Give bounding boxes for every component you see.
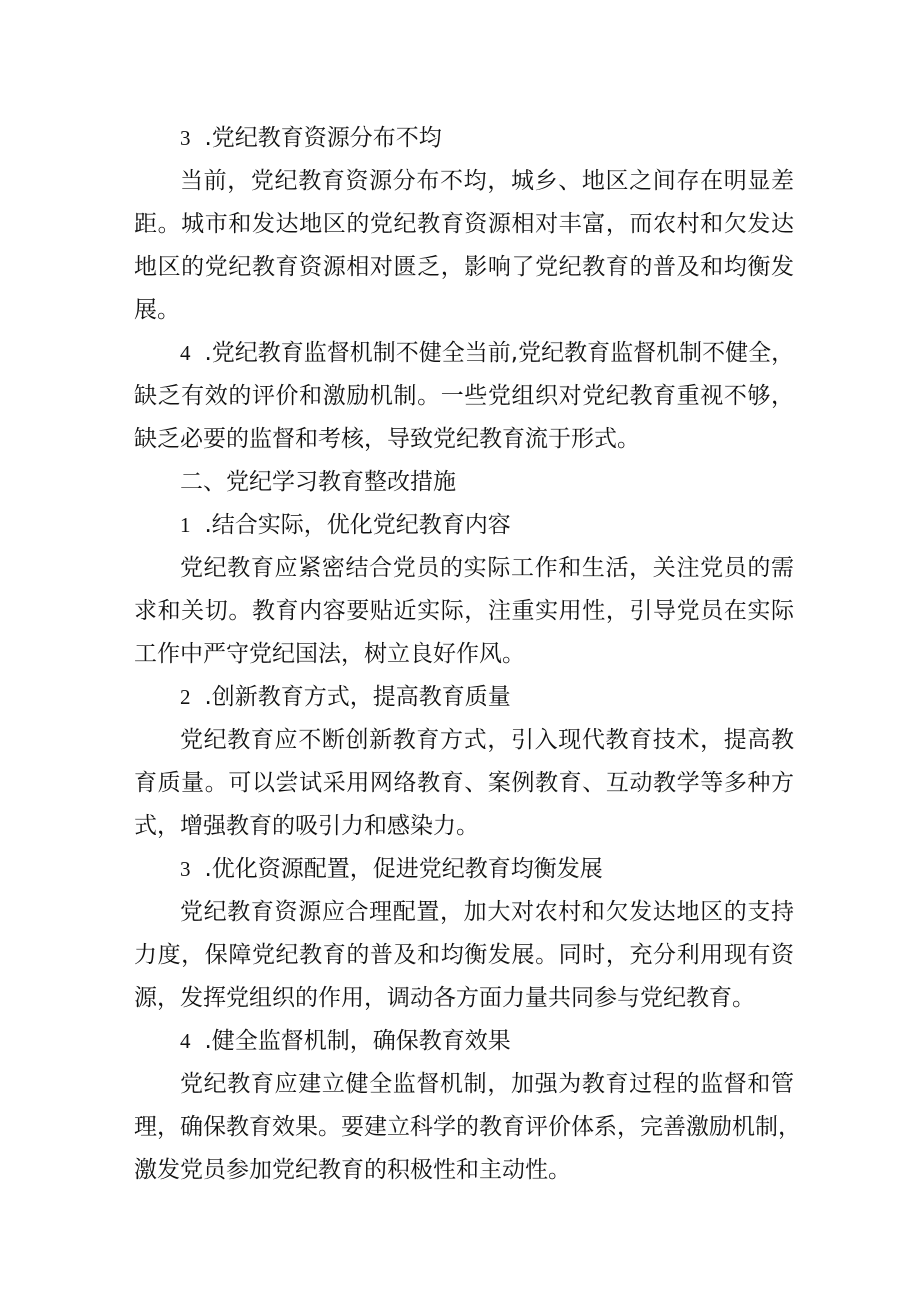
heading-number: 3 — [180, 126, 191, 150]
heading-text: .优化资源配置，促进党纪教育均衡发展 — [204, 856, 603, 882]
heading-text: .结合实际，优化党纪教育内容 — [204, 512, 511, 538]
section-heading-supervision — [134, 1020, 794, 1063]
paragraph-line: 党纪教育应紧密结合党员的实际工作和生活，关注党员的需 — [180, 555, 794, 581]
heading-number: 4 — [180, 1029, 191, 1053]
paragraph-line: 力度，保障党纪教育的普及和均衡发展。同时，充分利用现有资 — [134, 942, 794, 968]
paragraph-line: 理，确保教育效果。要建立科学的教育评价体系，完善激励机制， — [134, 1114, 801, 1140]
paragraph-line: 党纪教育应不断创新教育方式，引入现代教育技术，提高教 — [180, 727, 794, 753]
paragraph-supervision-gap — [134, 332, 794, 461]
heading-number: 1 — [180, 513, 191, 537]
document-body — [134, 117, 801, 1192]
heading-text: .党纪教育资源分布不均 — [204, 125, 442, 151]
paragraph-line: 求和关切。教育内容要贴近实际，注重实用性，引导党员在实际 — [134, 598, 794, 624]
paragraph-line: 缺乏有效的评价和激励机制。一些党组织对党纪教育重视不够， — [134, 383, 794, 409]
paragraph-line-text: .党纪教育监督机制不健全当前,党纪教育监督机制不健全， — [204, 340, 795, 366]
paragraph-line: 党纪教育资源应合理配置，加大对农村和欠发达地区的支持 — [180, 899, 794, 925]
paragraph-line: 党纪教育应建立健全监督机制，加强为教育过程的监督和管 — [180, 1071, 794, 1097]
paragraph-line: 距。城市和发达地区的党纪教育资源相对丰富，而农村和欠发达 — [134, 211, 794, 237]
section-title-rectification: 二、党纪学习教育整改措施 — [180, 469, 456, 495]
heading-number: 2 — [180, 685, 191, 709]
paragraph-content — [134, 547, 794, 676]
paragraph-resources — [134, 891, 794, 1020]
heading-number: 3 — [180, 857, 191, 881]
paragraph-line: 源，发挥党组织的作用，调动各方面力量共同参与党纪教育。 — [134, 985, 755, 1011]
section-heading-resource-imbalance — [134, 117, 794, 160]
paragraph-line: 激发党员参加党纪教育的积极性和主动性。 — [134, 1157, 571, 1183]
section-heading-resources — [134, 848, 794, 891]
heading-text: .创新教育方式，提高教育质量 — [204, 684, 511, 710]
paragraph-line: 展。 — [134, 297, 180, 323]
section-heading-content — [134, 504, 794, 547]
paragraph-line-numbered — [134, 332, 794, 375]
section-heading-innovation — [134, 676, 794, 719]
paragraph-innovation — [134, 719, 794, 848]
paragraph-resource-imbalance — [134, 160, 794, 332]
paragraph-supervision — [134, 1063, 801, 1192]
paragraph-line: 地区的党纪教育资源相对匮乏，影响了党纪教育的普及和均衡发 — [134, 254, 794, 280]
paragraph-line: 缺乏必要的监督和考核，导致党纪教育流于形式。 — [134, 426, 640, 452]
paragraph-number: 4 — [180, 341, 191, 365]
paragraph-line: 工作中严守党纪国法，树立良好作风。 — [134, 641, 525, 667]
heading-text: .健全监督机制，确保教育效果 — [204, 1028, 511, 1054]
paragraph-line: 当前，党纪教育资源分布不均，城乡、地区之间存在明显差 — [180, 168, 794, 194]
paragraph-line: 式，增强教育的吸引力和感染力。 — [134, 813, 479, 839]
paragraph-line: 育质量。可以尝试采用网络教育、案例教育、互动教学等多种方 — [134, 770, 794, 796]
